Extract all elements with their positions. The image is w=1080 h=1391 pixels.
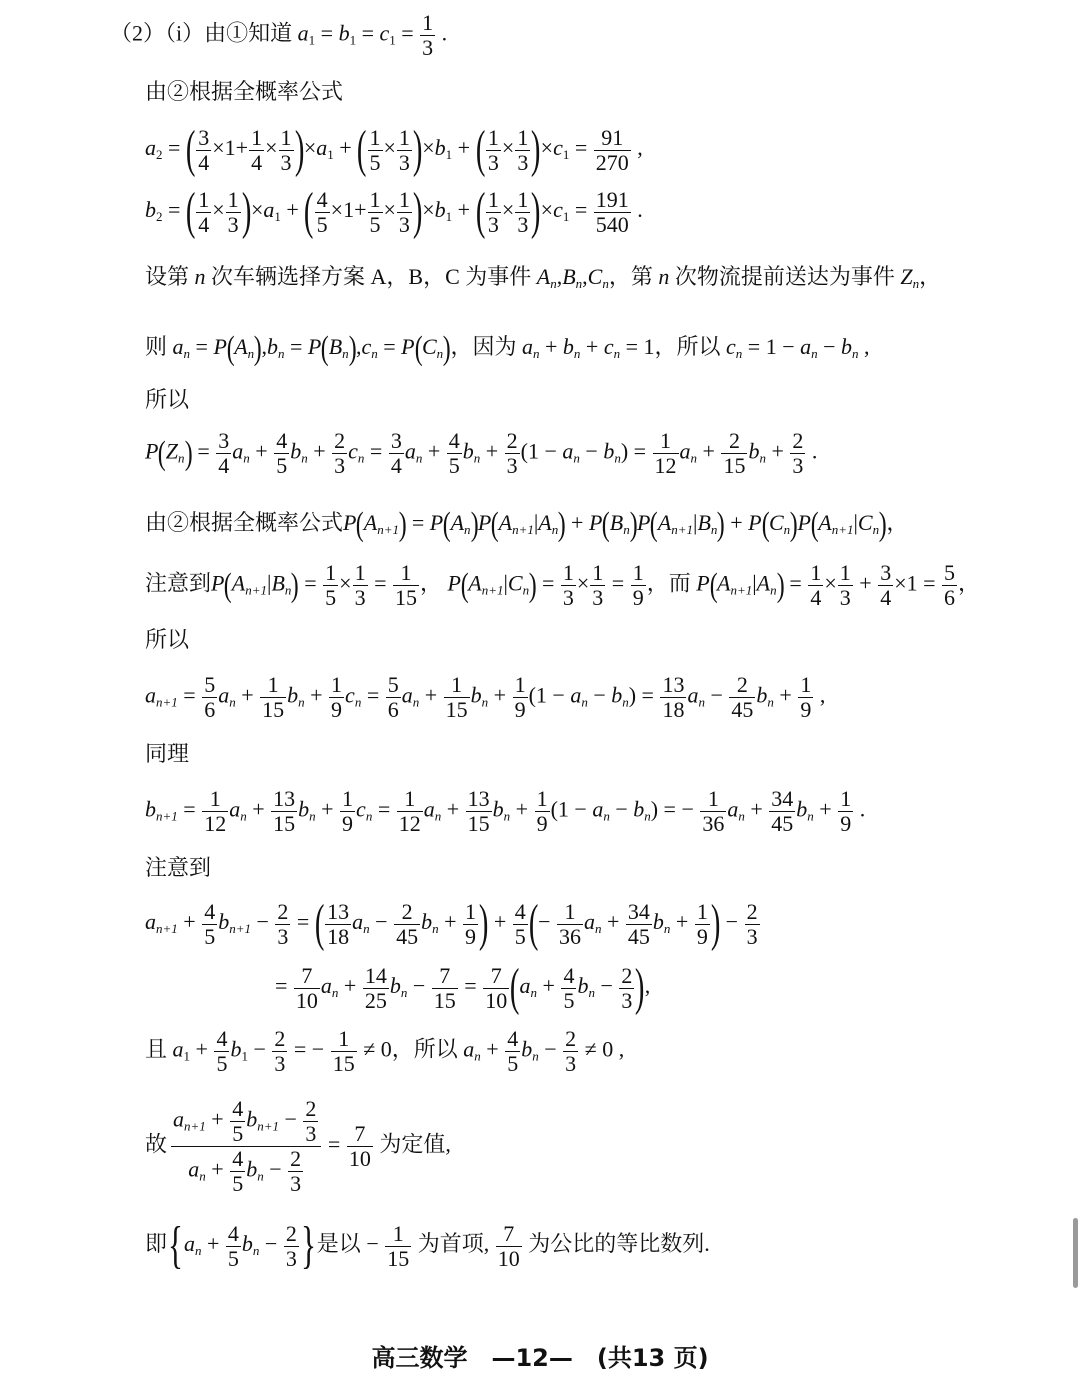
equation-bn1: $b_{n+1}$ = $\frac{1}{12}$ $a_n$ + $\frac{13}{15}$ $b_n$ + $\frac{1}{9}$ $c_n$ = $\frac{1}{12}$ $a_n$ + $\frac{13}{15}$ $b_n$ + $\frac{1}{9}$ $(1 - a_n - b_n)$ = − $\frac{1}{36}$ $a_n$ + $\frac{34}{45}$ $b_n$ + $\frac{1}{9}$ .	[145, 786, 866, 836]
equation-pzn: $P(Z_n)$ = $\frac{3}{4}$ $a_n$ + $\frac{4}{5}$ $b_n$ + $\frac{2}{3}$ $c_n$ = $\frac{3}{4}$ $a_n$ + $\frac{4}{5}$ $b_n$ + $\frac{2}{3}$ $(1 - a_n - b_n)$ = $\frac{1}{12}$ $a_n$ + $\frac{2}{15}$ $b_n$ + $\frac{2}{3}$ .	[145, 428, 818, 478]
page-footer: 高三数学 —12— (共13 页)	[371, 1344, 709, 1372]
text-line-suoyi-2: 所以	[145, 628, 190, 653]
equation-initial-nonzero: 且 $a_1$ + $\frac{4}{5}$ $b_1$ − $\frac{2}{3}$ = − $\frac{1}{15}$ ≠ 0，所以 $a_n$ + $\frac{4}{5}$ $b_n$ − $\frac{2}{3}$ ≠ 0 ,	[145, 1026, 625, 1076]
equation-b2: $b_2$ = ( $\frac{1}{4}$ × $\frac{1}{3}$ )$\times a_1$ + ( $\frac{4}{5}$ ×1+ $\frac{1}{5}$ × $\frac{1}{3}$ )$\times b_1$ + ( $\frac{1}{3}$ × $\frac{1}{3}$ )$\times c_1$ = $\frac{191}{540}$ .	[145, 183, 643, 240]
equation-conclusion: 即{$a_n$ + $\frac{4}{5}$ $b_n$ − $\frac{2}{3}$ }是以 − $\frac{1}{15}$ 为首项, $\frac{7}{10}$ 为公比的等比数列.	[145, 1217, 710, 1274]
text-line-tongli: 同理	[145, 742, 190, 767]
text-line-probabilities: 则 $a_n = P(A_n),b_n = P(B_n),c_n = P(C_n)$，因为 $a_n + b_n + c_n = 1$，所以 $c_n = 1 - a_n - b_n$ ,	[145, 330, 870, 367]
equation-combined-1: $a_{n+1}$ + $\frac{4}{5}$ $b_{n+1}$ − $\frac{2}{3}$ = ( $\frac{13}{18}$ $a_n$ − $\frac{2}{45}$ $b_n$ + $\frac{1}{9}$ ) + $\frac{4}{5}$ (− $\frac{1}{36}$ $a_n$ + $\frac{34}{45}$ $b_n$ + $\frac{1}{9}$ ) − $\frac{2}{3}$	[145, 895, 758, 952]
equation-an1: $a_{n+1}$ = $\frac{5}{6}$ $a_n$ + $\frac{1}{15}$ $b_n$ + $\frac{1}{9}$ $c_n$ = $\frac{5}{6}$ $a_n$ + $\frac{1}{15}$ $b_n$ + $\frac{1}{9}$ $(1 - a_n - b_n)$ = $\frac{13}{18}$ $a_n$ − $\frac{2}{45}$ $b_n$ + $\frac{1}{9}$ ,	[145, 672, 826, 722]
text-line-zhuyidao: 注意到	[145, 856, 212, 881]
text-line-quangailv: 由②根据全概率公式	[145, 80, 344, 105]
scrollbar-thumb[interactable]	[1073, 1218, 1078, 1288]
equation-a2: $a_2$ = ( $\frac{3}{4}$ ×1+ $\frac{1}{4}$ × $\frac{1}{3}$ )$\times a_1$ + ( $\frac{1}{5}$ × $\frac{1}{3}$ )$\times b_1$ + ( $\frac{1}{3}$ × $\frac{1}{3}$ )$\times c_1$ = $\frac{91}{270}$ ,	[145, 121, 643, 178]
equation-conditional: 注意到$P(A_{n+1}|B_n)$ = $\frac{1}{5}$ × $\frac{1}{3}$ = $\frac{1}{15}$ ， $P(A_{n+1}|C_n)$ = $\frac{1}{3}$ × $\frac{1}{3}$ = $\frac{1}{9}$ ，而 $P(A_{n+1}|A_n)$ = $\frac{1}{4}$ × $\frac{1}{3}$ + $\frac{3}{4}$ ×1 = $\frac{5}{6}$ ，	[145, 560, 981, 610]
equation-combined-2: = $\frac{7}{10}$ $a_n$ + $\frac{14}{25}$ $b_n$ − $\frac{7}{15}$ = $\frac{7}{10}$ ($a_n$ + $\frac{4}{5}$ $b_n$ − $\frac{2}{3}$ ),	[275, 959, 651, 1016]
part-2i-line: （2）（i）由①知道 $a_1 = b_1 = c_1$ = $\frac{1}{3}$ .	[110, 10, 448, 60]
equation-total-probability: 由②根据全概率公式$P(A_{n+1}) = P(A_n)P(A_{n+1}|A_n) + P(B_n)P(A_{n+1}|B_n) + P(C_n)P(A_{n+1}|C_n)$，	[145, 506, 909, 543]
equation-ratio: 故 $a_{n+1}$ + $\frac{4}{5}$ $b_{n+1}$ − $\frac{2}{3}$ $a_n$ + $\frac{4}{5}$ $b_n$ − $\frac{2}{3}$ = $\frac{7}{10}$ 为定值,	[145, 1096, 451, 1196]
part-label: （2）（i）	[110, 20, 205, 46]
text-zhidao: 由①知道	[204, 20, 293, 46]
text-line-define-events: 设第 n 次车辆选择方案 A，B，C 为事件 $A_n,B_n,C_n$，第 n 次物流提前送达为事件 $Z_n$，	[145, 264, 942, 291]
text-line-suoyi-1: 所以	[145, 388, 190, 413]
